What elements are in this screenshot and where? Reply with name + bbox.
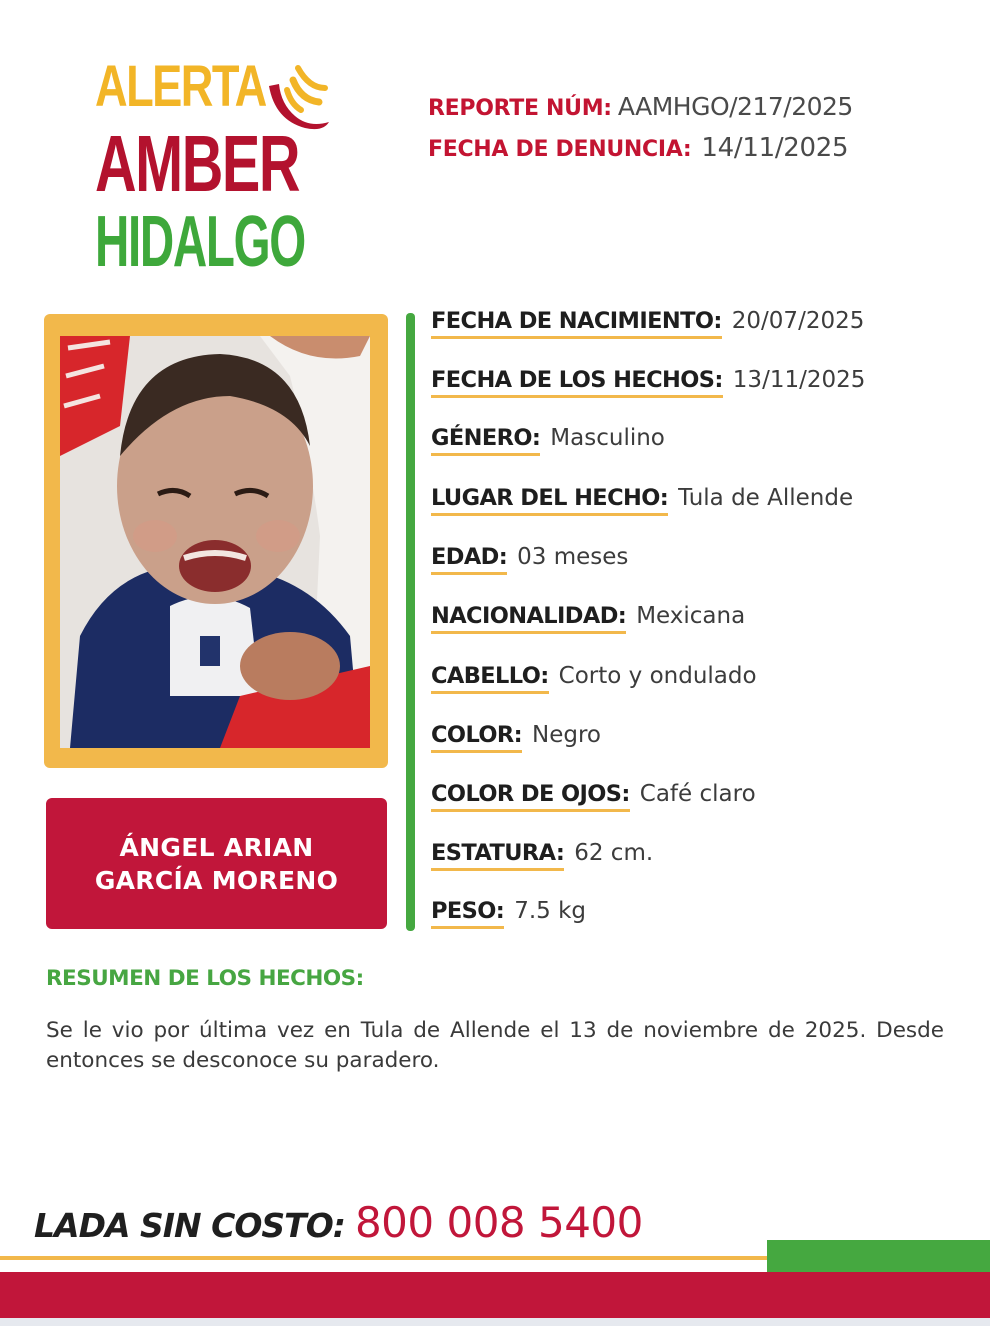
vertical-divider — [406, 313, 415, 931]
detail-row — [431, 544, 628, 575]
detail-label: CABELLO: — [431, 663, 549, 694]
detail-label: LUGAR DEL HECHO: — [431, 485, 668, 516]
child-name-line2: GARCÍA MORENO — [94, 865, 339, 895]
footer-gold-stripe — [0, 1256, 767, 1260]
report-number-value: AAMHGO/217/2025 — [617, 92, 853, 121]
footer-red-band — [0, 1272, 990, 1318]
detail-row — [431, 308, 864, 339]
detail-label: FECHA DE NACIMIENTO: — [431, 308, 722, 339]
detail-row — [431, 663, 757, 694]
child-name-line1: ÁNGEL ARIAN — [119, 832, 314, 862]
detail-value: Mexicana — [636, 603, 746, 629]
detail-row — [431, 840, 653, 871]
report-header — [428, 92, 853, 163]
detail-row — [431, 603, 745, 634]
detail-label: COLOR: — [431, 722, 522, 753]
child-photo — [60, 336, 370, 748]
hotline-label: LADA SIN COSTO: — [34, 1206, 345, 1245]
summary-text: Se le vio por última vez en Tula de Allende el 13 de noviembre de 2025. Desde entonces se desconoce su paradero. — [46, 1018, 944, 1073]
hotline-number[interactable]: 800 008 5400 — [354, 1198, 643, 1247]
detail-value: 13/11/2025 — [732, 367, 866, 393]
detail-value: Corto y ondulado — [558, 663, 757, 689]
logo-line-hidalgo: HIDALGO — [95, 202, 305, 282]
detail-label: ESTATURA: — [431, 840, 564, 871]
report-date-row — [428, 133, 853, 163]
report-date-label: FECHA DE DENUNCIA: — [428, 137, 692, 162]
detail-label: NACIONALIDAD: — [431, 603, 626, 634]
detail-row — [431, 425, 665, 456]
hotline — [34, 1198, 643, 1247]
detail-value: Café claro — [639, 781, 756, 807]
footer-green-block — [767, 1240, 990, 1272]
detail-value: 7.5 kg — [514, 898, 587, 924]
logo-line-alerta: ALERTA — [95, 54, 266, 119]
detail-row — [431, 781, 756, 812]
detail-row — [431, 367, 865, 398]
detail-label: FECHA DE LOS HECHOS: — [431, 367, 723, 398]
detail-value: 03 meses — [517, 544, 629, 570]
detail-row — [431, 898, 586, 929]
alerta-amber-logo — [95, 54, 335, 282]
summary-title: RESUMEN DE LOS HECHOS: — [46, 966, 364, 991]
signal-waves-icon — [265, 58, 335, 158]
detail-label: EDAD: — [431, 544, 507, 575]
photo-frame — [44, 314, 388, 768]
footer-bottom-edge — [0, 1318, 990, 1326]
detail-row — [431, 722, 601, 753]
detail-value: 62 cm. — [574, 840, 654, 866]
detail-value: Tula de Allende — [678, 485, 854, 511]
detail-label: COLOR DE OJOS: — [431, 781, 630, 812]
detail-value: Negro — [532, 722, 602, 748]
logo-line-amber: AMBER — [95, 119, 299, 208]
detail-label: GÉNERO: — [431, 425, 540, 456]
detail-value: 20/07/2025 — [731, 308, 865, 334]
child-name-box — [46, 798, 387, 929]
report-date-value: 14/11/2025 — [701, 133, 849, 163]
detail-value: Masculino — [550, 425, 665, 451]
report-number-row — [428, 92, 853, 121]
detail-label: PESO: — [431, 898, 504, 929]
detail-row — [431, 485, 853, 516]
report-number-label: REPORTE NÚM: — [428, 96, 612, 121]
